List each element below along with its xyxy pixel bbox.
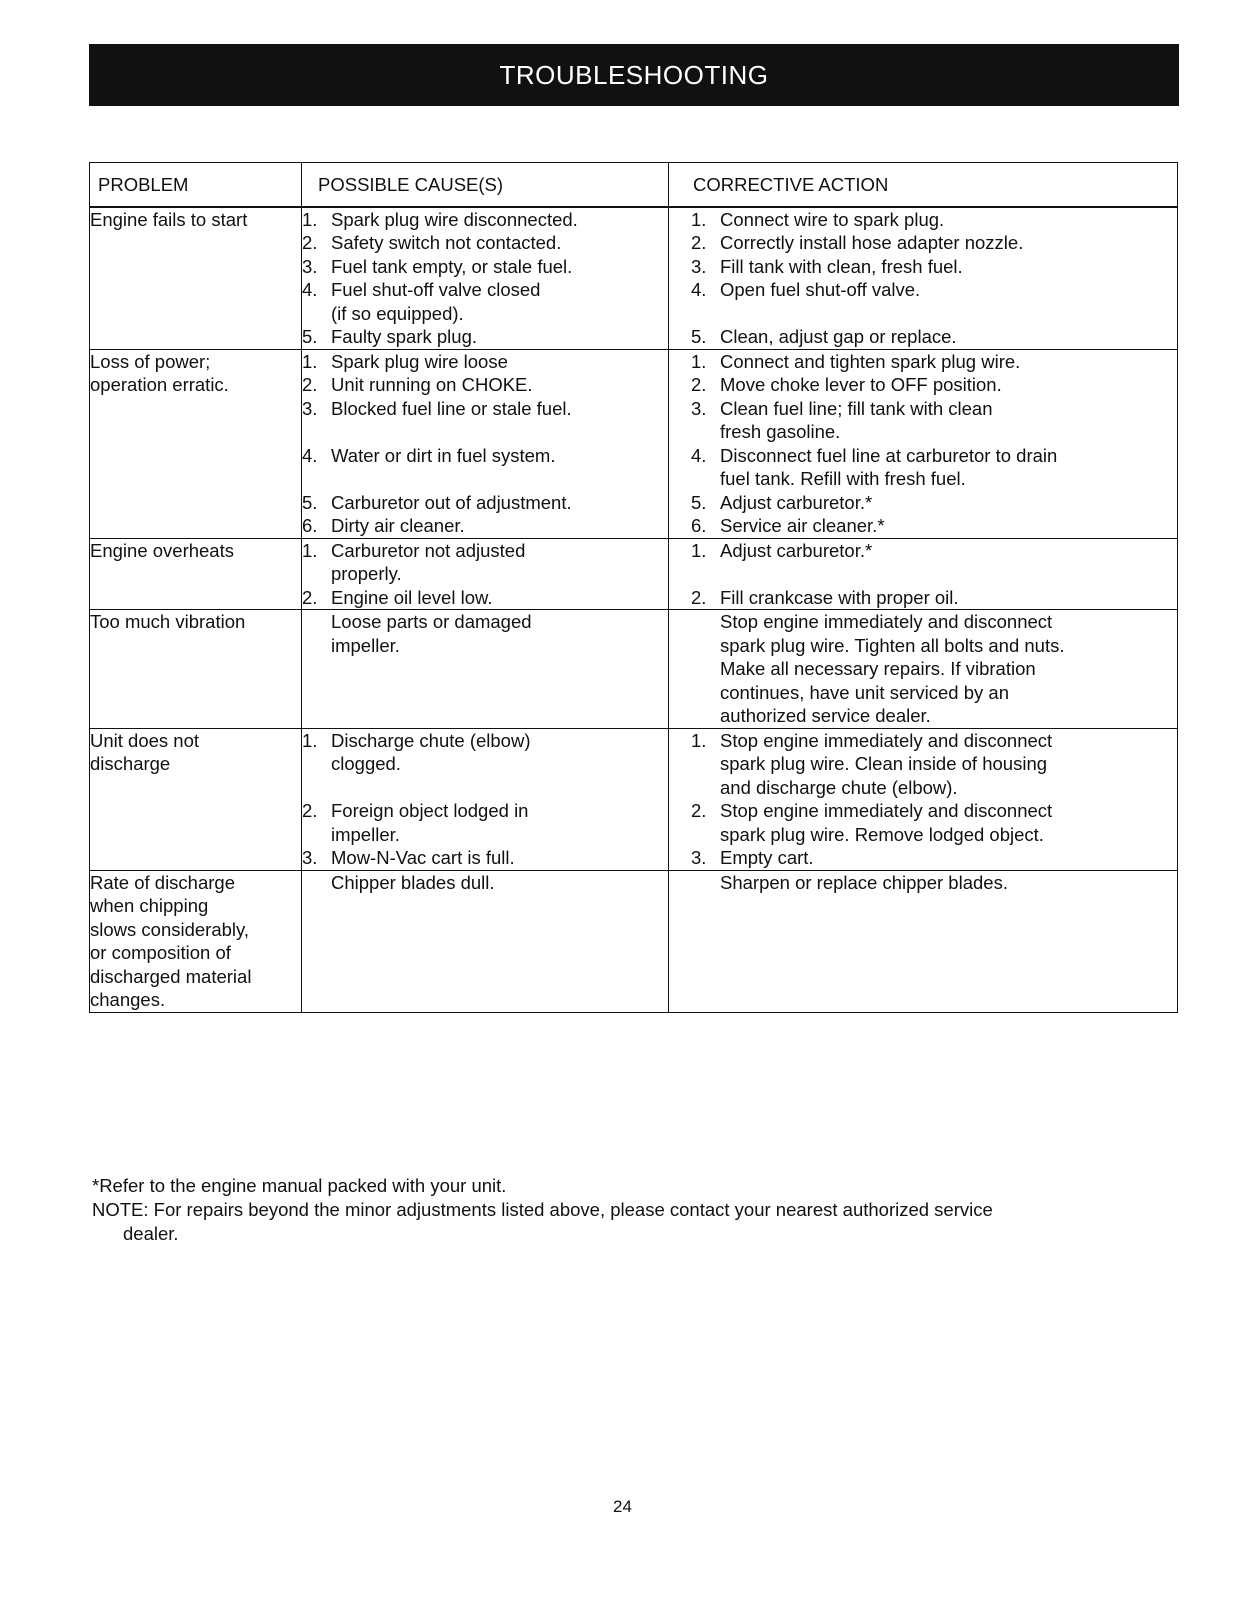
cause-line: Fuel tank empty, or stale fuel.: [331, 255, 573, 277]
action-text: [720, 208, 1177, 232]
action-number: 6.: [691, 515, 707, 536]
action-number: 5.: [691, 326, 707, 347]
cause-number: 2.: [302, 800, 318, 821]
cause-item: [302, 444, 668, 468]
action-text: [720, 610, 1177, 728]
cause-item: [302, 255, 668, 279]
action-item: [691, 255, 1177, 279]
action-number: 1.: [691, 350, 707, 372]
action-cell: [669, 349, 1178, 538]
action-line: Stop engine immediately and disconnect: [720, 729, 1053, 751]
cause-item: [302, 729, 668, 776]
cause-text: [331, 799, 668, 846]
cause-number: 5.: [302, 491, 318, 513]
cause-item: [302, 610, 668, 657]
action-text: [720, 586, 1177, 610]
cause-line: Spark plug wire disconnected.: [331, 208, 578, 230]
problem-line: when chipping: [90, 895, 209, 916]
cause-number: 3.: [302, 255, 318, 277]
action-item: [691, 278, 1177, 302]
problem-cell: [90, 538, 302, 610]
cause-number: 1.: [302, 208, 318, 230]
cause-line: Foreign object lodged in: [331, 800, 529, 821]
action-item: [691, 491, 1177, 515]
action-item: [691, 208, 1177, 232]
cause-text: [331, 278, 668, 325]
engine-manual-footnote: *Refer to the engine manual packed with your unit.: [92, 1175, 507, 1196]
cause-cell: [302, 728, 669, 870]
cause-line: Carburetor not adjusted: [331, 539, 526, 561]
action-number: 2.: [691, 374, 707, 395]
service-note-continued: dealer.: [123, 1223, 179, 1244]
cause-item: [302, 799, 668, 846]
action-line: Stop engine immediately and disconnect: [720, 800, 1053, 821]
cause-line: Spark plug wire loose: [331, 350, 508, 372]
cause-line: impeller.: [331, 634, 400, 656]
cause-line: (if so equipped).: [331, 302, 464, 324]
cause-text: [331, 729, 668, 776]
problem-line: slows considerably,: [90, 918, 250, 940]
problem-line: Rate of discharge: [90, 871, 236, 893]
action-number: [691, 610, 720, 728]
action-line: fuel tank. Refill with fresh fuel.: [720, 468, 966, 489]
action-number: 1.: [691, 729, 707, 751]
cause-item: [302, 278, 668, 325]
cause-item: [302, 586, 668, 610]
cause-text: [331, 444, 668, 468]
cause-number: 6.: [302, 515, 318, 536]
cause-number: 3.: [302, 397, 318, 419]
cause-item: [302, 871, 668, 895]
problem-line: operation erratic.: [90, 374, 229, 395]
action-text: [720, 255, 1177, 279]
action-number: 5.: [691, 491, 707, 513]
action-number: 4.: [691, 279, 707, 300]
problem-cell: [90, 870, 302, 1012]
action-number: 1.: [691, 208, 707, 230]
action-number: 3.: [691, 847, 707, 868]
cause-line: Mow-N-Vac cart is full.: [331, 847, 515, 868]
cause-text: [331, 539, 668, 586]
action-text: [720, 444, 1177, 491]
cause-item: [302, 846, 668, 870]
action-line: Make all necessary repairs. If vibration: [720, 658, 1036, 679]
action-cell: [669, 728, 1178, 870]
action-line: Fill tank with clean, fresh fuel.: [720, 255, 963, 277]
cause-line: Unit running on CHOKE.: [331, 374, 533, 395]
cause-item: [302, 491, 668, 515]
action-line: Disconnect fuel line at carburetor to drain: [720, 444, 1058, 466]
problem-cell: [90, 207, 302, 350]
cause-line: Engine oil level low.: [331, 586, 493, 608]
cause-cell: [302, 610, 669, 729]
action-item: [691, 871, 1177, 895]
table-row: [90, 538, 1178, 610]
page-number: 24: [613, 1497, 632, 1516]
table-row: [90, 870, 1178, 1012]
troubleshooting-table: [89, 162, 1178, 1013]
action-item: [691, 729, 1177, 800]
cause-cell: [302, 349, 669, 538]
action-number: 4.: [691, 444, 707, 466]
action-line: Connect wire to spark plug.: [720, 208, 945, 230]
action-line: Clean, adjust gap or replace.: [720, 326, 957, 347]
table-row: [90, 207, 1178, 350]
cause-text: [331, 325, 668, 349]
action-line: Connect and tighten spark plug wire.: [720, 350, 1021, 372]
action-line: Adjust carburetor.*: [720, 491, 873, 513]
problem-line: discharged material: [90, 965, 252, 987]
cause-line: Fuel shut-off valve closed: [331, 279, 541, 300]
cause-cell: [302, 207, 669, 350]
table-row: [90, 610, 1178, 729]
cause-line: Loose parts or damaged: [331, 611, 532, 632]
cause-line: Discharge chute (elbow): [331, 729, 531, 751]
cause-number: 2.: [302, 586, 318, 608]
header-problem: PROBLEM: [90, 163, 302, 207]
cause-text: [331, 514, 668, 538]
cause-line: clogged.: [331, 753, 401, 774]
cause-item: [302, 231, 668, 255]
cause-number: 2.: [302, 232, 318, 253]
cause-number: 1.: [302, 539, 318, 561]
cause-line: Carburetor out of adjustment.: [331, 491, 572, 513]
action-line: and discharge chute (elbow).: [720, 776, 958, 798]
cause-text: [331, 397, 668, 421]
cause-text: [331, 871, 668, 895]
action-item: [691, 325, 1177, 349]
action-item: [691, 799, 1177, 846]
action-item: [691, 350, 1177, 374]
cause-text: [331, 610, 668, 657]
cause-number: 1.: [302, 729, 318, 751]
cause-line: Safety switch not contacted.: [331, 232, 562, 253]
cause-item: [302, 208, 668, 232]
action-item: [691, 846, 1177, 870]
action-number: 3.: [691, 255, 707, 277]
action-text: [720, 799, 1177, 846]
action-item: [691, 444, 1177, 491]
action-text: [720, 729, 1177, 800]
problem-line: discharge: [90, 753, 171, 774]
cause-text: [331, 846, 668, 870]
cause-line: properly.: [331, 563, 402, 584]
cause-cell: [302, 538, 669, 610]
action-line: spark plug wire. Tighten all bolts and nuts.: [720, 634, 1065, 656]
action-text: [720, 325, 1177, 349]
action-cell: [669, 207, 1178, 350]
action-number: 2.: [691, 586, 707, 608]
action-text: [720, 350, 1177, 374]
action-line: Clean fuel line; fill tank with clean: [720, 397, 993, 419]
action-line: spark plug wire. Remove lodged object.: [720, 823, 1044, 845]
cause-number: 1.: [302, 350, 318, 372]
header-corrective-action: CORRECTIVE ACTION: [669, 163, 1178, 207]
problem-line: Engine overheats: [90, 539, 234, 561]
problem-line: Too much vibration: [90, 611, 246, 632]
action-item: [691, 397, 1177, 444]
cause-text: [331, 491, 668, 515]
cause-line: Dirty air cleaner.: [331, 515, 465, 536]
action-line: fresh gasoline.: [720, 421, 841, 442]
action-item: [691, 373, 1177, 397]
cause-item: [302, 514, 668, 538]
cause-line: Water or dirt in fuel system.: [331, 444, 556, 466]
cause-text: [331, 208, 668, 232]
cause-number: 2.: [302, 374, 318, 395]
cause-line: Blocked fuel line or stale fuel.: [331, 397, 572, 419]
cause-number: 3.: [302, 847, 318, 868]
header-possible-causes: POSSIBLE CAUSE(S): [302, 163, 669, 207]
cause-text: [331, 373, 668, 397]
problem-line: or composition of: [90, 942, 231, 963]
problem-cell: [90, 610, 302, 729]
action-item: [691, 610, 1177, 728]
notes: [92, 1174, 1192, 1246]
problem-cell: [90, 728, 302, 870]
action-text: [720, 514, 1177, 538]
action-line: Stop engine immediately and disconnect: [720, 611, 1053, 632]
action-line: Correctly install hose adapter nozzle.: [720, 232, 1024, 253]
action-text: [720, 278, 1177, 302]
action-line: Adjust carburetor.*: [720, 539, 873, 561]
action-text: [720, 846, 1177, 870]
cause-line: impeller.: [331, 823, 400, 845]
action-line: Open fuel shut-off valve.: [720, 279, 921, 300]
cause-number: [302, 871, 331, 895]
action-line: Move choke lever to OFF position.: [720, 374, 1002, 395]
action-line: spark plug wire. Clean inside of housing: [720, 753, 1048, 774]
action-line: Empty cart.: [720, 847, 814, 868]
cause-text: [331, 586, 668, 610]
action-text: [720, 373, 1177, 397]
cause-item: [302, 325, 668, 349]
problem-line: changes.: [90, 989, 166, 1010]
cause-text: [331, 255, 668, 279]
table-row: [90, 349, 1178, 538]
table-row: [90, 728, 1178, 870]
cause-text: [331, 350, 668, 374]
action-line: Sharpen or replace chipper blades.: [720, 871, 1008, 893]
cause-item: [302, 373, 668, 397]
action-cell: [669, 610, 1178, 729]
problem-line: Loss of power;: [90, 350, 211, 372]
action-item: [691, 514, 1177, 538]
action-number: 2.: [691, 232, 707, 253]
action-text: [720, 231, 1177, 255]
cause-text: [331, 231, 668, 255]
cause-item: [302, 397, 668, 421]
problem-line: Unit does not: [90, 729, 200, 751]
action-item: [691, 586, 1177, 610]
action-line: Service air cleaner.*: [720, 515, 885, 536]
table-header-row: [90, 163, 1178, 207]
problem-cell: [90, 349, 302, 538]
action-line: authorized service dealer.: [720, 705, 931, 726]
action-text: [720, 491, 1177, 515]
action-line: Fill crankcase with proper oil.: [720, 586, 959, 608]
action-cell: [669, 870, 1178, 1012]
action-number: 2.: [691, 800, 707, 821]
cause-line: Chipper blades dull.: [331, 871, 495, 893]
action-line: continues, have unit serviced by an: [720, 681, 1009, 703]
cause-item: [302, 350, 668, 374]
cause-number: 5.: [302, 326, 318, 347]
cause-number: [302, 610, 331, 657]
action-text: [720, 539, 1177, 563]
problem-line: Engine fails to start: [90, 208, 248, 230]
cause-number: 4.: [302, 279, 318, 300]
cause-cell: [302, 870, 669, 1012]
action-text: [720, 871, 1177, 895]
cause-item: [302, 539, 668, 586]
action-item: [691, 539, 1177, 563]
action-text: [720, 397, 1177, 444]
action-number: 1.: [691, 539, 707, 561]
action-number: 3.: [691, 397, 707, 419]
cause-line: Faulty spark plug.: [331, 326, 478, 347]
action-number: [691, 871, 720, 895]
cause-number: 4.: [302, 444, 318, 466]
action-cell: [669, 538, 1178, 610]
action-item: [691, 231, 1177, 255]
service-note: NOTE: For repairs beyond the minor adjustments listed above, please contact your nearest authorized service: [92, 1199, 993, 1220]
page-title: TROUBLESHOOTING: [89, 44, 1179, 106]
